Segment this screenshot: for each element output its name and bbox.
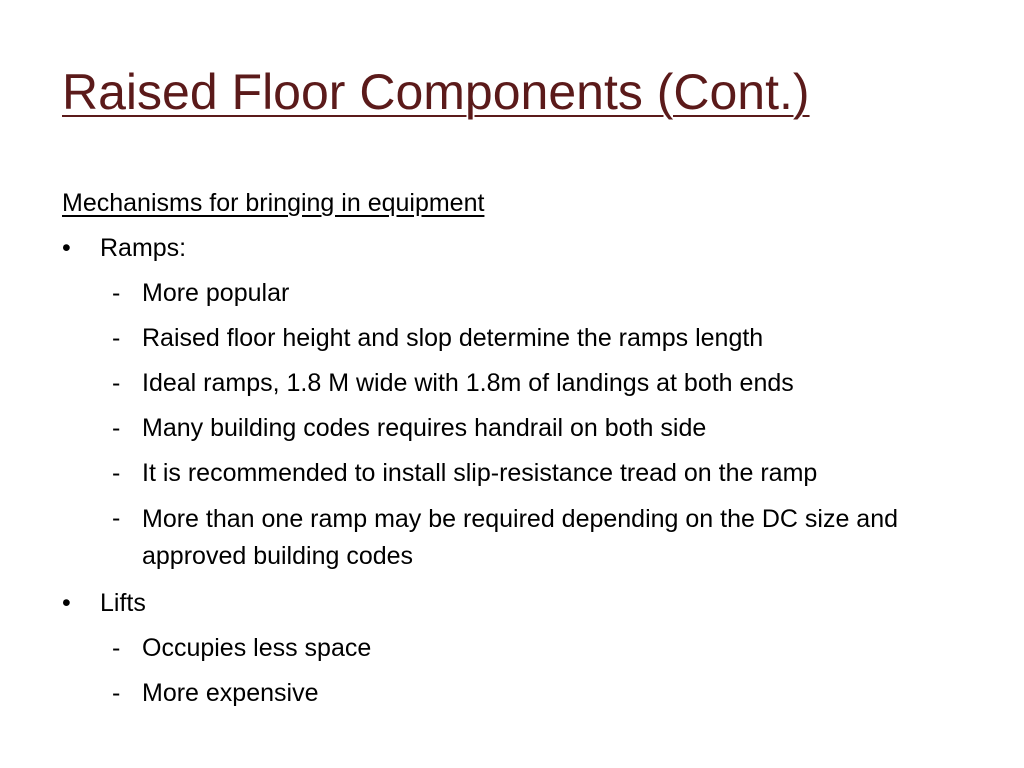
bullet-icon: • [62, 589, 71, 617]
sub-list-item [62, 276, 962, 310]
dash-icon: - [112, 459, 121, 487]
sub-list-item [62, 456, 962, 490]
dash-icon: - [112, 369, 121, 397]
sub-list-item-text: More popular [142, 279, 290, 307]
sub-list-lifts [62, 631, 962, 710]
list-item-label: Lifts [100, 589, 146, 617]
sub-list-item [62, 501, 962, 575]
sub-list-item [62, 631, 962, 665]
section-heading: Mechanisms for bringing in equipment [62, 189, 485, 217]
dash-icon: - [112, 634, 121, 662]
sub-list-item-text: Occupies less space [142, 634, 372, 662]
sub-list-item-text: Ideal ramps, 1.8 M wide with 1.8m of landings at both ends [142, 369, 794, 397]
sub-list-item-text: More expensive [142, 679, 319, 707]
list-item-ramps [62, 231, 962, 575]
dash-icon: - [112, 324, 121, 352]
sub-list-item-text: More than one ramp may be required depending on the DC size and approved building codes [142, 505, 899, 570]
dash-icon: - [112, 414, 121, 442]
sub-list-item [62, 411, 962, 445]
list-item-label: Ramps: [100, 234, 187, 262]
sub-list-ramps [62, 276, 962, 575]
sub-list-item-text: It is recommended to install slip-resistance tread on the ramp [142, 459, 818, 487]
sub-list-item [62, 676, 962, 710]
dash-icon: - [112, 279, 121, 307]
dash-icon: - [112, 679, 121, 707]
sub-list-item-text: Many building codes requires handrail on both side [142, 414, 707, 442]
slide-body [62, 186, 962, 721]
sub-list-item [62, 366, 962, 400]
sub-list-item-text: Raised floor height and slop determine the ramps length [142, 324, 764, 352]
list-item-lifts [62, 586, 962, 710]
dash-icon: - [112, 504, 121, 532]
bullet-list [62, 231, 962, 710]
slide-title: Raised Floor Components (Cont.) [62, 64, 810, 120]
sub-list-item [62, 321, 962, 355]
bullet-icon: • [62, 234, 71, 262]
